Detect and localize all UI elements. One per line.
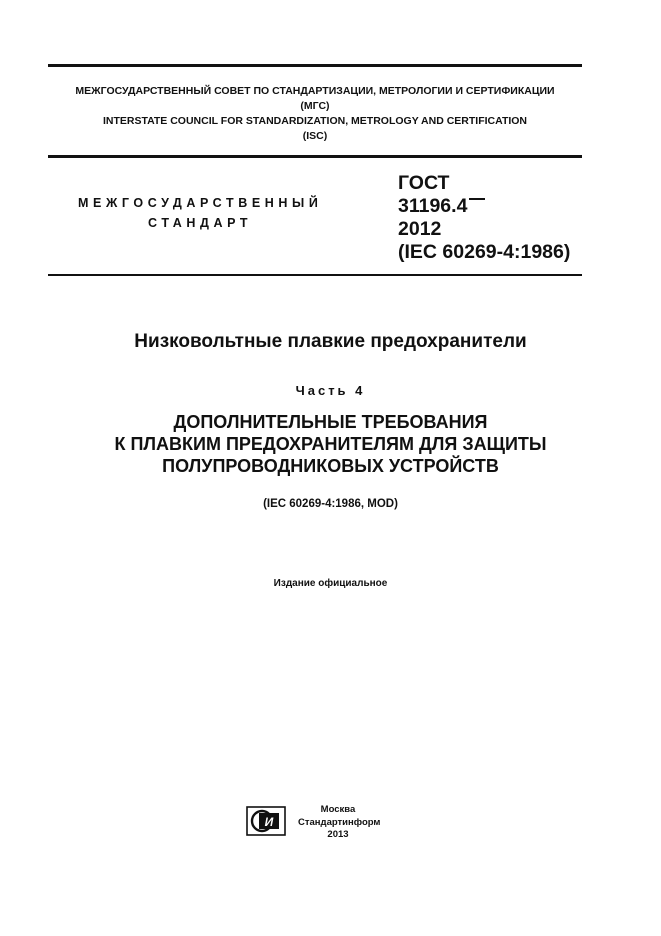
gost-label: ГОСТ — [398, 172, 450, 194]
standard-type-line2: СТАНДАРТ — [148, 216, 253, 230]
edition-label: Издание официальное — [273, 578, 388, 589]
subtitle-line1: ДОПОЛНИТЕЛЬНЫЕ ТРЕБОВАНИЯ — [173, 412, 488, 432]
subtitle-line2: К ПЛАВКИМ ПРЕДОХРАНИТЕЛЯМ ДЛЯ ЗАЩИТЫ — [114, 434, 547, 454]
standartinform-logo-icon — [246, 806, 286, 836]
publisher-year: 2013 — [327, 829, 349, 840]
gost-designation — [398, 172, 570, 264]
council-name-ru: МЕЖГОСУДАРСТВЕННЫЙ СОВЕТ ПО СТАНДАРТИЗАЦИИ, МЕТРОЛОГИИ И СЕРТИФИКАЦИИ — [75, 85, 555, 97]
gost-number: 31196.4 — [398, 195, 468, 217]
top-rule — [48, 64, 582, 67]
gost-iec: (IEC 60269-4:1986) — [398, 241, 571, 263]
council-header — [48, 84, 582, 144]
subtitle-line3: ПОЛУПРОВОДНИКОВЫХ УСТРОЙСТВ — [162, 456, 499, 476]
council-abbr-ru: (МГС) — [300, 100, 330, 112]
standard-type — [78, 193, 338, 233]
council-abbr-en: (ISC) — [302, 130, 328, 142]
standard-type-line1: МЕЖГОСУДАРСТВЕННЫЙ — [78, 196, 323, 210]
svg-text:И: И — [264, 815, 274, 829]
iec-reference: (IEC 60269-4:1986, MOD) — [263, 498, 398, 510]
part-label: Часть 4 — [295, 383, 366, 398]
document-title: Низковольтные плавкие предохранители — [134, 331, 527, 352]
header-rule — [48, 155, 582, 158]
publisher-city: Москва — [320, 804, 356, 815]
publisher — [298, 804, 381, 842]
dash-icon — [469, 198, 485, 200]
publisher-name: Стандартинформ — [298, 816, 381, 828]
council-name-en: INTERSTATE COUNCIL FOR STANDARDIZATION, METROLOGY AND CERTIFICATION — [102, 115, 528, 127]
designation-rule — [48, 274, 582, 276]
gost-year: 2012 — [398, 218, 442, 240]
document-subtitle — [0, 411, 661, 477]
